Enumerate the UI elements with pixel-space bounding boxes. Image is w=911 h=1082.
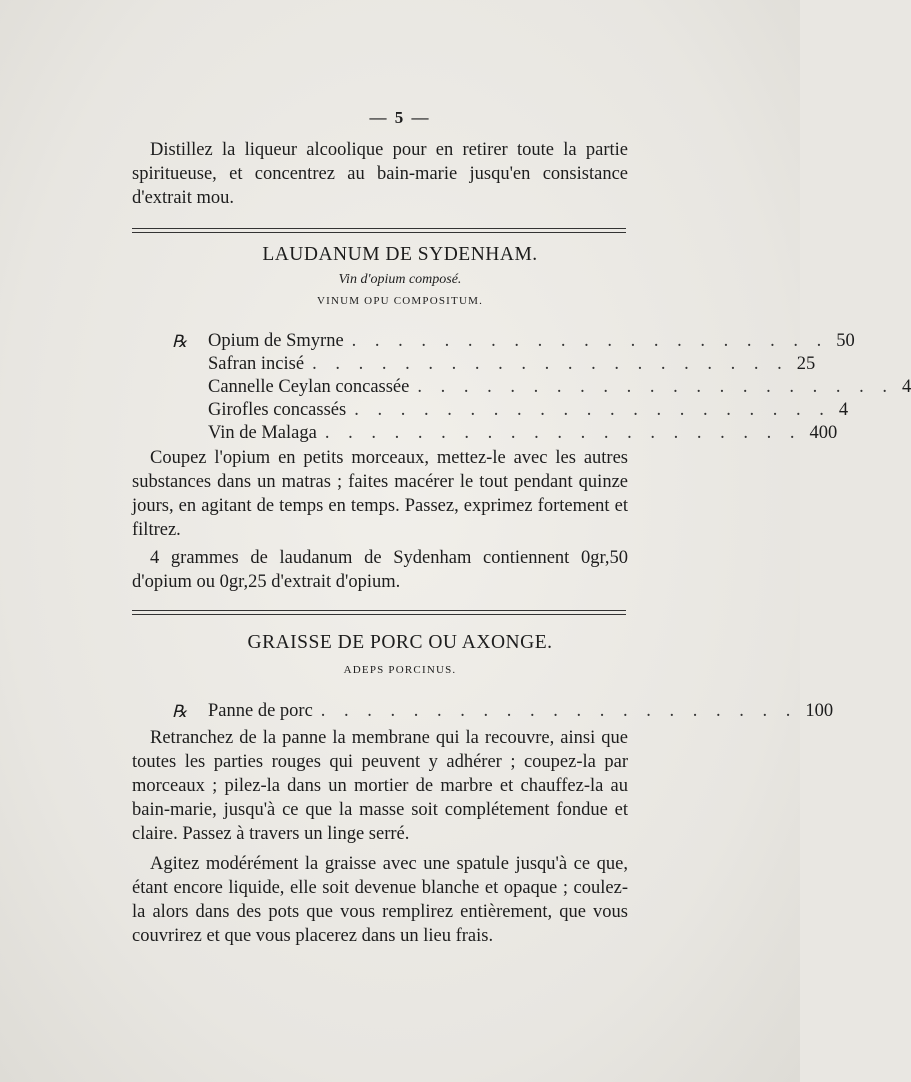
section2-latin-title: ADEPS PORCINUS.	[343, 664, 457, 676]
ingredient-name: Girofles concassés	[208, 400, 347, 420]
ingredient-quantity: 50	[836, 331, 855, 351]
ingredient-name: Safran incisé	[208, 354, 305, 374]
ingredient-quantity: 4	[901, 377, 911, 397]
page-number: — 5 —	[369, 108, 431, 127]
section2-paragraph: Agitez modérément la graisse avec une spatule jusqu'à ce que, étant encore liquide, elle soit devenue blanche et opaque ; coulez-la alors dans des pots que vous remplirez entièrement, que vous couvrirez et que vous placerez dans un lieu frais.	[132, 854, 628, 946]
section1-subtitle: Vin d'opium composé.	[338, 272, 462, 287]
ingredient-name: Panne de porc	[208, 701, 313, 721]
section2-instructions	[132, 726, 628, 948]
ingredient-row	[172, 330, 855, 353]
leader-dots: . . . . . . . . . . . . . . . . . . . . .	[417, 377, 894, 397]
ingredient-row	[172, 353, 816, 376]
section2-paragraph: Retranchez de la panne la membrane qui la recouvre, ainsi que toutes les parties rouges qui peuvent y adhérer ; coupez-la par morceaux ; pilez-la dans un mortier de marbre et chauffez-la au bain-marie, jusqu'à ce que la masse soit complétement fondue et claire. Passez à travers un linge serré.	[132, 728, 628, 844]
leader-dots: . . . . . . . . . . . . . . . . . . . . .	[312, 354, 789, 374]
intro-text: Distillez la liqueur alcoolique pour en retirer toute la partie spiritueuse, et concentrez au bain-marie jusqu'en consistance d'extrait mou.	[132, 140, 628, 208]
ingredient-name: Cannelle Ceylan concassée	[208, 377, 410, 397]
leader-dots: . . . . . . . . . . . . . . . . . . . . .	[354, 400, 831, 420]
ingredient-quantity: 100	[805, 701, 834, 721]
ingredient-row	[172, 422, 838, 445]
recipe-symbol: ℞	[172, 332, 188, 351]
ingredient-quantity: 25	[796, 354, 816, 374]
ingredient-row	[172, 376, 911, 399]
section1-ingredient-list	[172, 330, 911, 445]
recipe-symbol: ℞	[172, 702, 188, 721]
ingredient-quantity: 400	[809, 423, 838, 443]
section2-ingredient-list	[172, 700, 834, 723]
section1-title: LAUDANUM DE SYDENHAM.	[262, 244, 538, 265]
ingredient-row	[172, 700, 834, 723]
intro-paragraph	[132, 138, 628, 210]
section2-title: GRAISSE DE PORC OU AXONGE.	[247, 632, 553, 653]
ingredient-quantity: 4	[838, 400, 849, 420]
section1-latin-title: VINUM OPU COMPOSITUM.	[316, 295, 484, 307]
section-divider-1	[132, 228, 626, 233]
leader-dots: . . . . . . . . . . . . . . . . . . . . .	[324, 423, 802, 443]
section1-paragraph: 4 grammes de laudanum de Sydenham contiennent 0gr,50 d'opium ou 0gr,25 d'extrait d'opium.	[132, 548, 628, 592]
section-divider-2	[132, 610, 626, 615]
ingredient-name: Opium de Smyrne	[208, 331, 344, 351]
leader-dots: . . . . . . . . . . . . . . . . . . . . .	[320, 701, 798, 721]
section1-instructions	[132, 446, 628, 594]
ingredient-name: Vin de Malaga	[208, 423, 317, 443]
section1-paragraph: Coupez l'opium en petits morceaux, mettez-le avec les autres substances dans un matras ; faites macérer le tout pendant quinze jours, en agitant de temps en temps. Passez, exprimez fortement et filtrez.	[132, 448, 628, 540]
ingredient-row	[172, 399, 849, 422]
leader-dots: . . . . . . . . . . . . . . . . . . . . .	[351, 331, 829, 351]
